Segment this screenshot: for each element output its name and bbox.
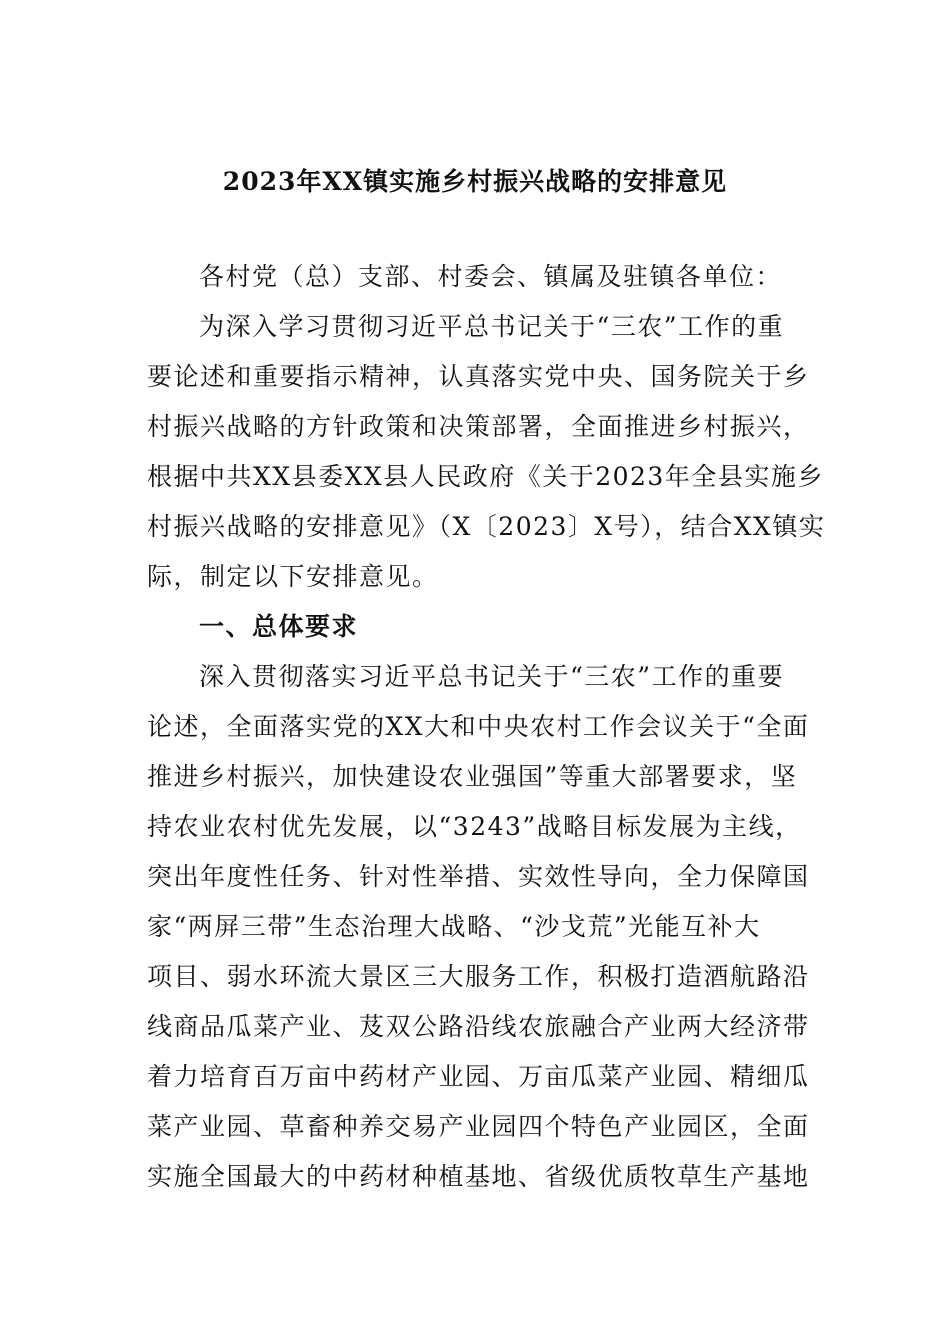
paragraph-line: 菜产业园、草畜种养交易产业园四个特色产业园区，全面 <box>147 1112 810 1141</box>
paragraph-line: 要论述和重要指示精神，认真落实党中央、国务院关于乡 <box>147 362 810 391</box>
paragraph-line: 项目、弱水环流大景区三大服务工作，积极打造酒航路沿 <box>147 962 810 991</box>
paragraph-line: 论述，全面落实党的XX大和中央农村工作会议关于“全面 <box>147 712 810 741</box>
document-body <box>147 252 826 1202</box>
paragraph-line: 实施全国最大的中药材种植基地、省级优质牧草生产基地 <box>147 1162 810 1191</box>
paragraph-line: 家“两屏三带”生态治理大战略、“沙戈荒”光能互补大 <box>147 912 761 941</box>
paragraph-line: 推进乡村振兴，加快建设农业强国”等重大部署要求，坚 <box>147 762 798 791</box>
paragraph-line: 线商品瓜菜产业、芨双公路沿线农旅融合产业两大经济带 <box>147 1012 810 1041</box>
paragraph-line: 持农业农村优先发展，以“3243”战略目标发展为主线， <box>147 812 802 841</box>
paragraph-line: 着力培育百万亩中药材产业园、万亩瓜菜产业园、精细瓜 <box>147 1062 810 1091</box>
paragraph-line: 为深入学习贯彻习近平总书记关于“三农”工作的重 <box>199 312 785 341</box>
section-heading: 一、总体要求 <box>199 612 359 641</box>
salutation: 各村党（总）支部、村委会、镇属及驻镇各单位： <box>199 262 783 291</box>
paragraph-line: 根据中共XX县委XX县人民政府《关于2023年全县实施乡 <box>147 462 824 491</box>
paragraph-line: 突出年度性任务、针对性举措、实效性导向，全力保障国 <box>147 862 810 891</box>
document-title: 2023年XX镇实施乡村振兴战略的安排意见 <box>222 167 728 196</box>
paragraph-line: 深入贯彻落实习近平总书记关于“三农”工作的重要 <box>199 662 785 691</box>
paragraph-line: 际，制定以下安排意见。 <box>147 562 439 591</box>
paragraph-line: 村振兴战略的方针政策和决策部署，全面推进乡村振兴， <box>147 412 810 441</box>
paragraph-line: 村振兴战略的安排意见》（X〔2023〕X号），结合XX镇实 <box>147 512 826 541</box>
